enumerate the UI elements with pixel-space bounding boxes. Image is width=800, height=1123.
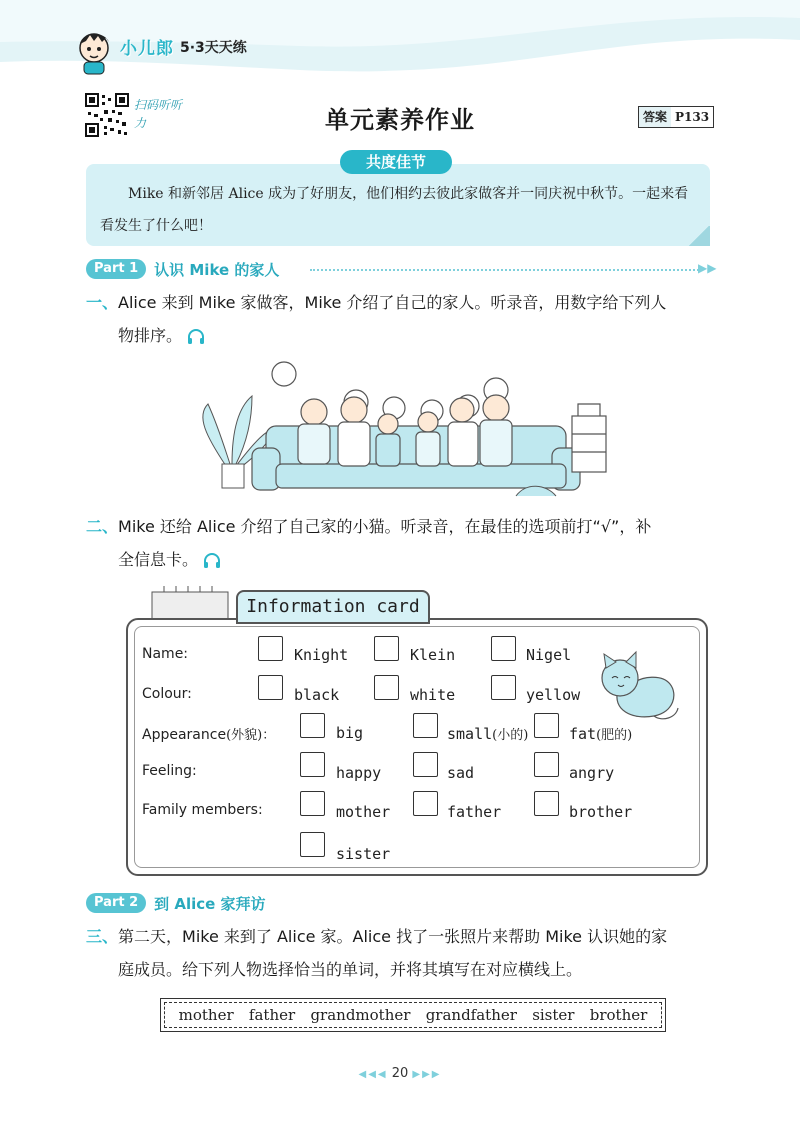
checkbox-white[interactable] <box>374 675 399 700</box>
option-white: white <box>410 686 456 704</box>
checkbox-klein[interactable] <box>374 636 399 661</box>
mascot-boy-icon <box>76 30 116 76</box>
question-2-line2: 全信息卡。 <box>118 550 199 569</box>
answer-tag <box>638 106 714 128</box>
option-small-text: small <box>447 725 493 743</box>
qr-label: 扫码听听力 <box>134 98 183 130</box>
story-tab: 共度佳节 <box>340 150 452 174</box>
answer-page: P133 <box>675 110 710 124</box>
cat-icon <box>592 650 682 722</box>
page-title: 单元素养作业 <box>325 106 475 134</box>
checkbox-nigel[interactable] <box>491 636 516 661</box>
question-3-line2: 庭成员。给下列人物选择恰当的单词，并将其填写在对应横线上。 <box>118 960 583 979</box>
option-black: black <box>294 686 340 704</box>
colour-label: Colour: <box>142 686 192 702</box>
card-tag-icon <box>150 586 230 622</box>
option-small <box>447 724 528 743</box>
part1-header <box>86 258 279 280</box>
checkbox-yellow[interactable] <box>491 675 516 700</box>
checkbox-sad[interactable] <box>413 752 438 777</box>
arrow-left-icon: ◀◀◀ <box>358 1069 388 1080</box>
option-sad: sad <box>447 764 475 782</box>
option-nigel: Nigel <box>526 646 572 664</box>
appearance-label-note: (外貌)： <box>226 728 276 743</box>
checkbox-mother[interactable] <box>300 791 325 816</box>
question-3-number: 三、 <box>86 927 119 946</box>
option-knight: Knight <box>294 646 349 664</box>
part1-badge: Part 1 <box>86 259 146 279</box>
question-1-line1: Alice 来到 Mike 家做客，Mike 介绍了自己的家人。听录音，用数字给下列人 <box>118 293 667 312</box>
option-fat <box>569 724 632 743</box>
question-2-number: 二、 <box>86 517 119 536</box>
checkbox-small[interactable] <box>413 713 438 738</box>
checkbox-black[interactable] <box>258 675 283 700</box>
part2-badge: Part 2 <box>86 893 146 913</box>
option-mother: mother <box>336 803 391 821</box>
checkbox-happy[interactable] <box>300 752 325 777</box>
word-grandmother: grandmother <box>310 1006 411 1024</box>
checkbox-knight[interactable] <box>258 636 283 661</box>
option-klein: Klein <box>410 646 456 664</box>
name-label: Name: <box>142 646 189 662</box>
option-yellow: yellow <box>526 686 581 704</box>
question-1-line2: 物排序。 <box>118 326 183 345</box>
option-fat-note: (肥的) <box>596 728 633 743</box>
option-sister: sister <box>336 845 391 863</box>
checkbox-father[interactable] <box>413 791 438 816</box>
word-sister: sister <box>532 1006 575 1024</box>
brand-series: 5·3天天练 <box>180 39 247 56</box>
option-angry: angry <box>569 764 615 782</box>
question-3-line1: 第二天，Mike 来到了 Alice 家。Alice 找了一张照片来帮助 Mike 认识她的家 <box>118 927 668 946</box>
appearance-label <box>142 724 275 743</box>
word-mother: mother <box>178 1006 234 1024</box>
option-fat-text: fat <box>569 725 597 743</box>
word-father: father <box>248 1006 296 1024</box>
part1-divider <box>310 269 702 271</box>
checkbox-brother[interactable] <box>534 791 559 816</box>
part2-title: 到 Alice 家拜访 <box>154 894 266 913</box>
checkbox-angry[interactable] <box>534 752 559 777</box>
word-grandfather: grandfather <box>425 1006 517 1024</box>
question-3 <box>86 920 716 986</box>
story-text: Mike 和新邻居 Alice 成为了好朋友，他们相约去彼此家做客并一同庆祝中秋节。一起来看看发生了什么吧！ <box>100 186 689 234</box>
checkbox-sister[interactable] <box>300 832 325 857</box>
question-2-line1: Mike 还给 Alice 介绍了自己家的小猫。听录音，在最佳的选项前打“√”，补 <box>118 517 652 536</box>
checkbox-fat[interactable] <box>534 713 559 738</box>
question-2 <box>86 510 716 576</box>
headphone-icon[interactable] <box>187 329 205 345</box>
question-1-number: 一、 <box>86 293 119 312</box>
page-footer <box>0 1066 800 1081</box>
family-members-label: Family members: <box>142 802 263 818</box>
answer-label: 答案 <box>639 107 671 127</box>
brand <box>120 34 247 59</box>
arrow-right-icon: ▶▶ <box>698 261 717 275</box>
word-bank <box>160 998 666 1032</box>
option-happy: happy <box>336 764 382 782</box>
brand-logo: 小儿郎 <box>120 39 174 59</box>
appearance-label-text: Appearance <box>142 727 227 743</box>
page-number: 20 <box>391 1066 409 1081</box>
part1-title: 认识 Mike 的家人 <box>154 260 280 279</box>
part2-header <box>86 892 266 914</box>
option-small-note: (小的) <box>492 728 529 743</box>
feeling-label: Feeling: <box>142 763 197 779</box>
option-brother: brother <box>569 803 633 821</box>
checkbox-big[interactable] <box>300 713 325 738</box>
word-brother: brother <box>589 1006 648 1024</box>
question-1 <box>86 286 716 352</box>
information-card-title: Information card <box>236 590 430 624</box>
family-illustration <box>196 356 616 506</box>
headphone-icon[interactable] <box>203 553 221 569</box>
option-big: big <box>336 724 364 742</box>
arrow-right-icon: ▶▶▶ <box>412 1069 442 1080</box>
option-father: father <box>447 803 502 821</box>
